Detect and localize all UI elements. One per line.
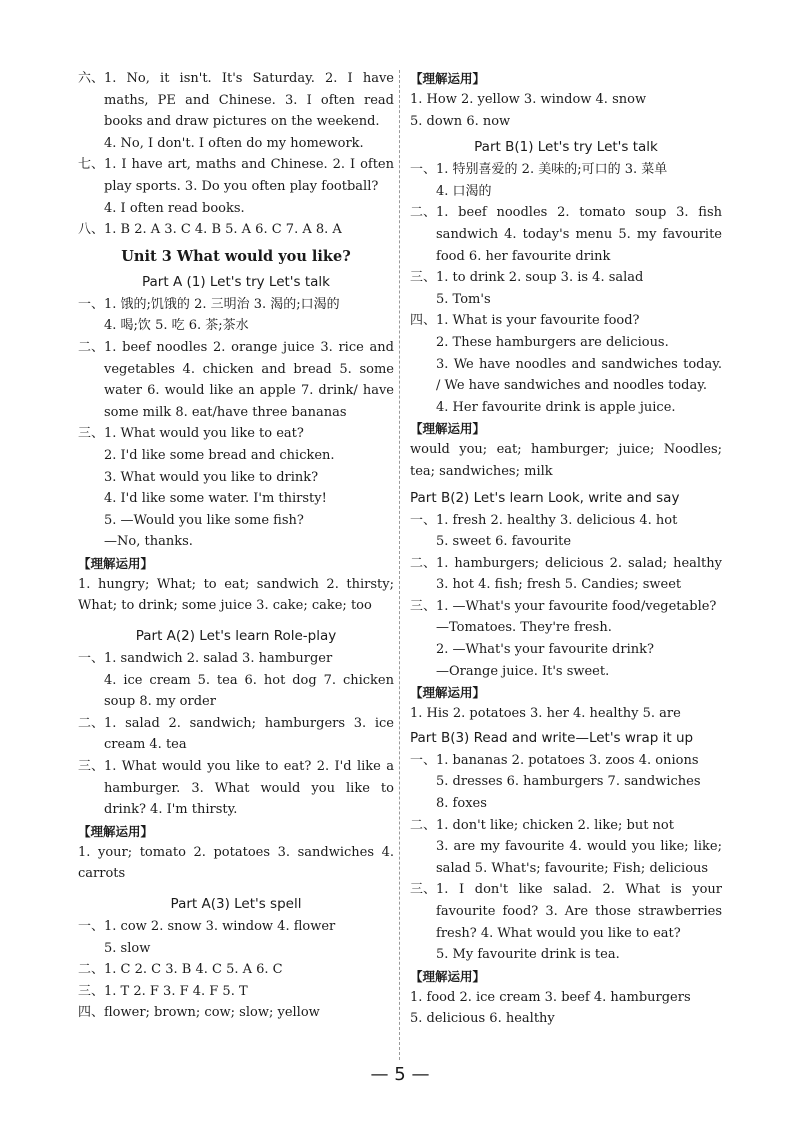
answer-line: 1. What is your favourite food? bbox=[436, 313, 640, 329]
answer-line: 1. 特别喜爱的 2. 美味的;可口的 3. 菜单 bbox=[436, 162, 668, 178]
answer-line: 3. What would you like to drink? bbox=[104, 469, 319, 485]
right-column bbox=[410, 68, 722, 1030]
item-label: 一、 bbox=[78, 651, 105, 667]
answer-line: 1. I don't like salad. 2. What is your favourite food? 3. Are those strawberries fresh? 4. What would you like to eat? bbox=[436, 882, 722, 941]
b2-yi bbox=[410, 510, 722, 553]
answer-line: 4. I'd like some water. I'm thirsty! bbox=[104, 491, 327, 507]
section-liu bbox=[78, 68, 394, 154]
item-label: 三、 bbox=[410, 598, 437, 614]
answer-line: 5. Tom's bbox=[436, 291, 491, 307]
item-label: 六、 bbox=[78, 71, 105, 86]
b3-yi bbox=[410, 750, 722, 815]
answer-line: 4. 喝;饮 5. 吃 6. 茶;茶水 bbox=[104, 318, 249, 334]
a3-yi bbox=[78, 916, 394, 959]
part-b2-title: Part B(2) Let's learn Look, write and say bbox=[410, 489, 680, 506]
b1-san bbox=[410, 267, 722, 310]
item-label: 四、 bbox=[410, 313, 437, 329]
item-label: 八、 bbox=[78, 222, 105, 238]
apply-tag: 【理解运用】 bbox=[410, 71, 486, 86]
apply-text: 1. How 2. yellow 3. window 4. snow bbox=[410, 92, 647, 107]
item-label: 二、 bbox=[410, 555, 437, 571]
apply-text: 1. His 2. potatoes 3. her 4. healthy 5. are bbox=[410, 706, 681, 722]
answer-line: 1. sandwich 2. salad 3. hamburger bbox=[104, 651, 333, 667]
a2-er bbox=[78, 713, 394, 756]
item-label: 二、 bbox=[78, 962, 105, 978]
answer-line: 5. dresses 6. hamburgers 7. sandwiches bbox=[436, 774, 701, 790]
answer-line: 1. —What's your favourite food/vegetable? bbox=[436, 598, 717, 614]
apply-tag: 【理解运用】 bbox=[410, 685, 486, 701]
answer-line: 8. foxes bbox=[436, 796, 487, 812]
answer-line: 1. C 2. C 3. B 4. C 5. A 6. C bbox=[104, 962, 283, 978]
apply-text: 1. hungry; What; to eat; sandwich 2. thirsty; What; to drink; some juice 3. cake; cake; too bbox=[78, 576, 394, 614]
left-column bbox=[78, 68, 394, 1024]
answer-line: 4. ice cream 5. tea 6. hot dog 7. chicken soup 8. my order bbox=[104, 672, 394, 710]
apply-tag: 【理解运用】 bbox=[78, 555, 154, 571]
part-b1-title: Part B(1) Let's try Let's talk bbox=[474, 139, 658, 156]
b1-si bbox=[410, 310, 722, 418]
answer-line: 4. No, I don't. I often do my homework. bbox=[104, 135, 364, 151]
part-a2-title: Part A(2) Let's learn Role-play bbox=[135, 628, 337, 645]
page-number: — 5 — bbox=[370, 1064, 430, 1085]
answer-line: 1. salad 2. sandwich; hamburgers 3. ice cream 4. tea bbox=[104, 715, 394, 753]
item-label: 三、 bbox=[78, 759, 105, 775]
apply-text: would you; eat; hamburger; juice; Noodles; tea; sandwiches; milk bbox=[410, 442, 722, 479]
a2-san bbox=[78, 756, 394, 821]
item-label: 一、 bbox=[78, 919, 105, 934]
item-label: 二、 bbox=[410, 205, 437, 221]
item-label: 一、 bbox=[410, 162, 437, 178]
apply-tag: 【理解运用】 bbox=[410, 421, 486, 437]
part-a3-title: Part A(3) Let's spell bbox=[170, 896, 302, 912]
answer-line: 3. We have noodles and sandwiches today. / We have sandwiches and noodles today. bbox=[436, 356, 722, 394]
a3-san bbox=[78, 981, 394, 1003]
item-label: 二、 bbox=[78, 715, 105, 731]
unit-title: Unit 3 What would you like? bbox=[121, 247, 351, 265]
apply-tag: 【理解运用】 bbox=[410, 968, 486, 984]
item-label: 三、 bbox=[410, 882, 437, 898]
answer-line: 1. beef noodles 2. tomato soup 3. fish sandwich 4. today's menu 5. my favourite food 6. her favourite drink bbox=[436, 205, 722, 264]
answer-line: 4. Her favourite drink is apple juice. bbox=[436, 399, 676, 415]
answer-line: 1. to drink 2. soup 3. is 4. salad bbox=[436, 270, 644, 286]
answer-line: 1. T 2. F 3. F 4. F 5. T bbox=[104, 983, 248, 999]
answer-line: 5. My favourite drink is tea. bbox=[436, 947, 620, 963]
answer-line: —Tomatoes. They're fresh. bbox=[436, 620, 612, 636]
b1-er bbox=[410, 202, 722, 267]
answer-line: 1. hamburgers; delicious 2. salad; healthy 3. hot 4. fish; fresh 5. Candies; sweet bbox=[436, 555, 722, 593]
answer-line: —Orange juice. It's sweet. bbox=[436, 663, 610, 679]
item-label: 三、 bbox=[78, 426, 105, 442]
column-divider bbox=[399, 70, 400, 1060]
b3-san bbox=[410, 879, 722, 965]
a1-er bbox=[78, 337, 394, 423]
apply-tag: 【理解运用】 bbox=[78, 823, 154, 839]
item-label: 一、 bbox=[78, 296, 105, 312]
answer-line: 4. 口渴的 bbox=[436, 183, 492, 199]
a1-yi bbox=[78, 294, 394, 337]
apply-text: 5. delicious 6. healthy bbox=[410, 1011, 555, 1027]
answer-line: 1. No, it isn't. It's Saturday. 2. I have maths, PE and Chinese. 3. I often read books and draw pictures on the weekend. bbox=[104, 71, 394, 130]
answer-line: 1. 饿的;饥饿的 2. 三明治 3. 渴的;口渴的 bbox=[104, 296, 340, 312]
answer-line: flower; brown; cow; slow; yellow bbox=[104, 1005, 320, 1021]
answer-line: 1. I have art, maths and Chinese. 2. I often play sports. 3. Do you often play football? bbox=[104, 157, 394, 194]
answer-line: 1. cow 2. snow 3. window 4. flower bbox=[104, 919, 336, 934]
answer-line: 5. sweet 6. favourite bbox=[436, 534, 572, 550]
section-qi bbox=[78, 154, 394, 219]
answer-line: 5. slow bbox=[104, 940, 151, 956]
a3-si bbox=[78, 1002, 394, 1024]
item-label: 七、 bbox=[78, 157, 105, 173]
answer-line: 1. don't like; chicken 2. like; but not bbox=[436, 817, 674, 833]
answer-line: —No, thanks. bbox=[104, 534, 193, 550]
section-ba bbox=[78, 219, 394, 241]
answer-line: 1. What would you like to eat? 2. I'd like a hamburger. 3. What would you like to drink? 4. I'm thirsty. bbox=[104, 759, 394, 818]
b2-san bbox=[410, 596, 722, 682]
answer-line: 2. These hamburgers are delicious. bbox=[436, 334, 669, 350]
item-label: 一、 bbox=[410, 752, 437, 768]
answer-line: 1. bananas 2. potatoes 3. zoos 4. onions bbox=[436, 752, 699, 768]
item-label: 一、 bbox=[410, 512, 437, 528]
apply-text: 1. food 2. ice cream 3. beef 4. hamburgers bbox=[410, 989, 691, 1005]
answer-line: 3. are my favourite 4. would you like; like; salad 5. What's; favourite; Fish; delicious bbox=[436, 839, 722, 876]
apply-text: 5. down 6. now bbox=[410, 113, 511, 129]
a1-san bbox=[78, 423, 394, 553]
answer-line: 2. —What's your favourite drink? bbox=[436, 642, 654, 658]
answer-line: 1. What would you like to eat? bbox=[104, 426, 304, 442]
item-label: 三、 bbox=[78, 983, 105, 999]
answer-line: 1. beef noodles 2. orange juice 3. rice and vegetables 4. chicken and bread 5. some water 6. would like an apple 7. drink/ have some milk 8. eat/have three bananas bbox=[104, 339, 394, 420]
answer-line: 1. fresh 2. healthy 3. delicious 4. hot bbox=[436, 512, 678, 528]
answer-line: 2. I'd like some bread and chicken. bbox=[104, 447, 335, 463]
apply-text: 1. your; tomato 2. potatoes 3. sandwiches 4. carrots bbox=[78, 844, 394, 882]
part-a1-title: Part A (1) Let's try Let's talk bbox=[142, 273, 330, 290]
item-label: 二、 bbox=[78, 339, 105, 355]
item-label: 四、 bbox=[78, 1005, 105, 1021]
answer-line: 1. B 2. A 3. C 4. B 5. A 6. C 7. A 8. A bbox=[104, 222, 342, 238]
answer-line: 4. I often read books. bbox=[104, 200, 245, 216]
b2-er bbox=[410, 553, 722, 596]
item-label: 二、 bbox=[410, 817, 437, 833]
item-label: 三、 bbox=[410, 270, 437, 286]
a2-yi bbox=[78, 648, 394, 713]
b3-er bbox=[410, 815, 722, 880]
answer-line: 5. —Would you like some fish? bbox=[104, 512, 304, 528]
part-b3-title: Part B(3) Read and write—Let's wrap it up bbox=[410, 729, 694, 746]
b1-yi bbox=[410, 159, 722, 202]
a3-er bbox=[78, 959, 394, 981]
